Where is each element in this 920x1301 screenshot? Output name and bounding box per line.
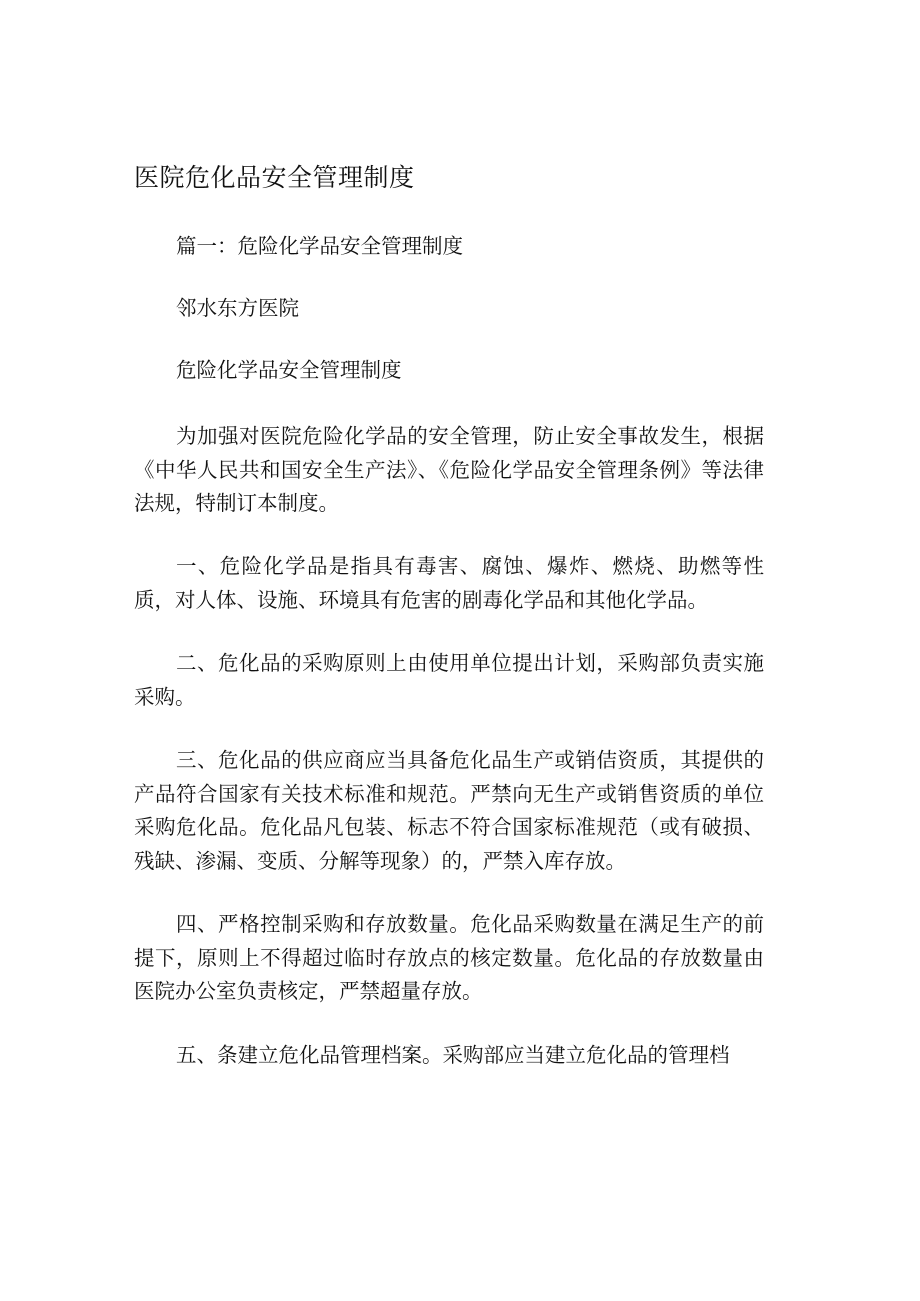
paragraph-4: 四、严格控制采购和存放数量。危化品采购数量在满足生产的前提下，原则上不得超过临时存放点的核定数量。危化品的存放数量由医院办公室负责核定，严禁超量存放。 — [134, 912, 764, 1003]
paragraph-2: 二、危化品的采购原则上由使用单位提出计划，采购部负责实施采购。 — [134, 651, 764, 709]
policy-title: 危险化学品安全管理制度 — [176, 358, 402, 382]
paragraph-5: 五、条建立危化品管理档案。采购部应当建立危化品的管理档 — [176, 1043, 730, 1067]
organization-name: 邻水东方医院 — [176, 296, 299, 320]
paragraph-3: 三、危化品的供应商应当具备危化品生产或销佶资质，其提供的产品符合国家有关技术标准和规范。严禁向无生产或销售资质的单位采购危化品。危化品凡包装、标志不符合国家标准规范（或有破损、残缺、渗漏、变质、分解等现象）的，严禁入库存放。 — [134, 748, 764, 873]
document-title: 医院危化品安全管理制度 — [134, 163, 415, 192]
paragraph-intro: 为加强对医院危险化学品的安全管理，防止安全事故发生，根据《中华人民共和国安全生产法》、《危险化学品安全管理条例》等法律法规，特制订本制度。 — [134, 424, 764, 515]
paragraph-1: 一、危险化学品是指具有毒害、腐蚀、爆炸、燃烧、助燃等性质，对人体、设施、环境具有危害的剧毒化学品和其他化学品。 — [134, 554, 764, 612]
section-heading: 篇一：危险化学品安全管理制度 — [176, 234, 463, 258]
